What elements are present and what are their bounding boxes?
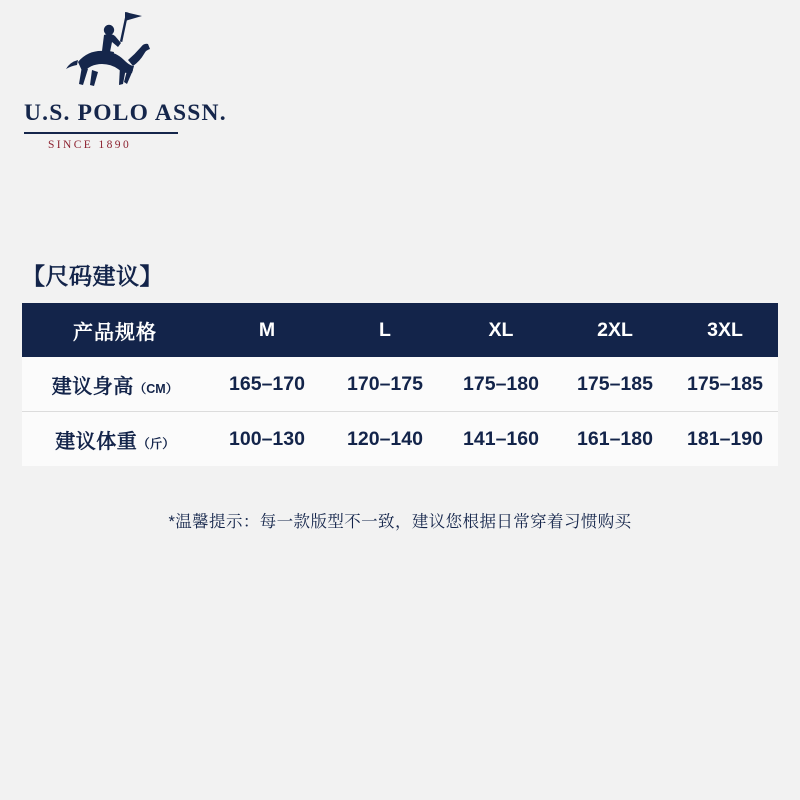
table-header-row: [22, 303, 778, 357]
row-label-height: [22, 357, 208, 412]
cell-weight-xl: 141–160: [444, 412, 558, 467]
column-header-3xl: 3XL: [672, 303, 778, 357]
cell-height-m: 165–170: [229, 372, 305, 395]
row-unit-height: （CM）: [133, 381, 179, 396]
brand-wordmark: U.S. POLO ASSN.: [24, 100, 227, 126]
row-label-height-text: 建议身高: [51, 375, 134, 398]
cell-height-2xl: 175–185: [577, 372, 653, 395]
column-header-m: M: [208, 303, 326, 357]
table-header: [22, 303, 778, 357]
column-header-spec: 产品规格: [22, 303, 208, 357]
column-header-xl: XL: [444, 303, 558, 357]
cell-weight-2xl: 161–180: [558, 412, 672, 467]
cell-weight-3xl: 181–190: [672, 412, 778, 467]
footnote-text: *温馨提示：每一款版型不一致，建议您根据日常穿着习惯购买: [168, 513, 632, 531]
column-header-2xl: 2XL: [558, 303, 672, 357]
cell-height-xl: 175–180: [463, 372, 539, 395]
cell-weight-m: 100–130: [208, 412, 326, 467]
cell-height-3xl: 175–185: [687, 372, 763, 395]
cell-height-l: 170–175: [347, 372, 423, 395]
column-header-l: L: [326, 303, 444, 357]
table-row: [22, 412, 778, 467]
size-recommendation-table: [22, 303, 778, 466]
brand-logo-block: [22, 10, 282, 151]
table-row: [22, 357, 778, 412]
row-label-weight: [22, 412, 208, 467]
table-body: [22, 357, 778, 466]
page-title: 【尺码建议】: [22, 263, 163, 289]
polo-player-horse-logo-icon: [54, 10, 174, 98]
row-unit-weight: （斤）: [137, 436, 175, 451]
brand-since-text: SINCE 1890: [48, 139, 132, 151]
cell-weight-l: 120–140: [326, 412, 444, 467]
row-label-weight-text: 建议体重: [55, 430, 138, 453]
brand-divider: [24, 132, 178, 134]
